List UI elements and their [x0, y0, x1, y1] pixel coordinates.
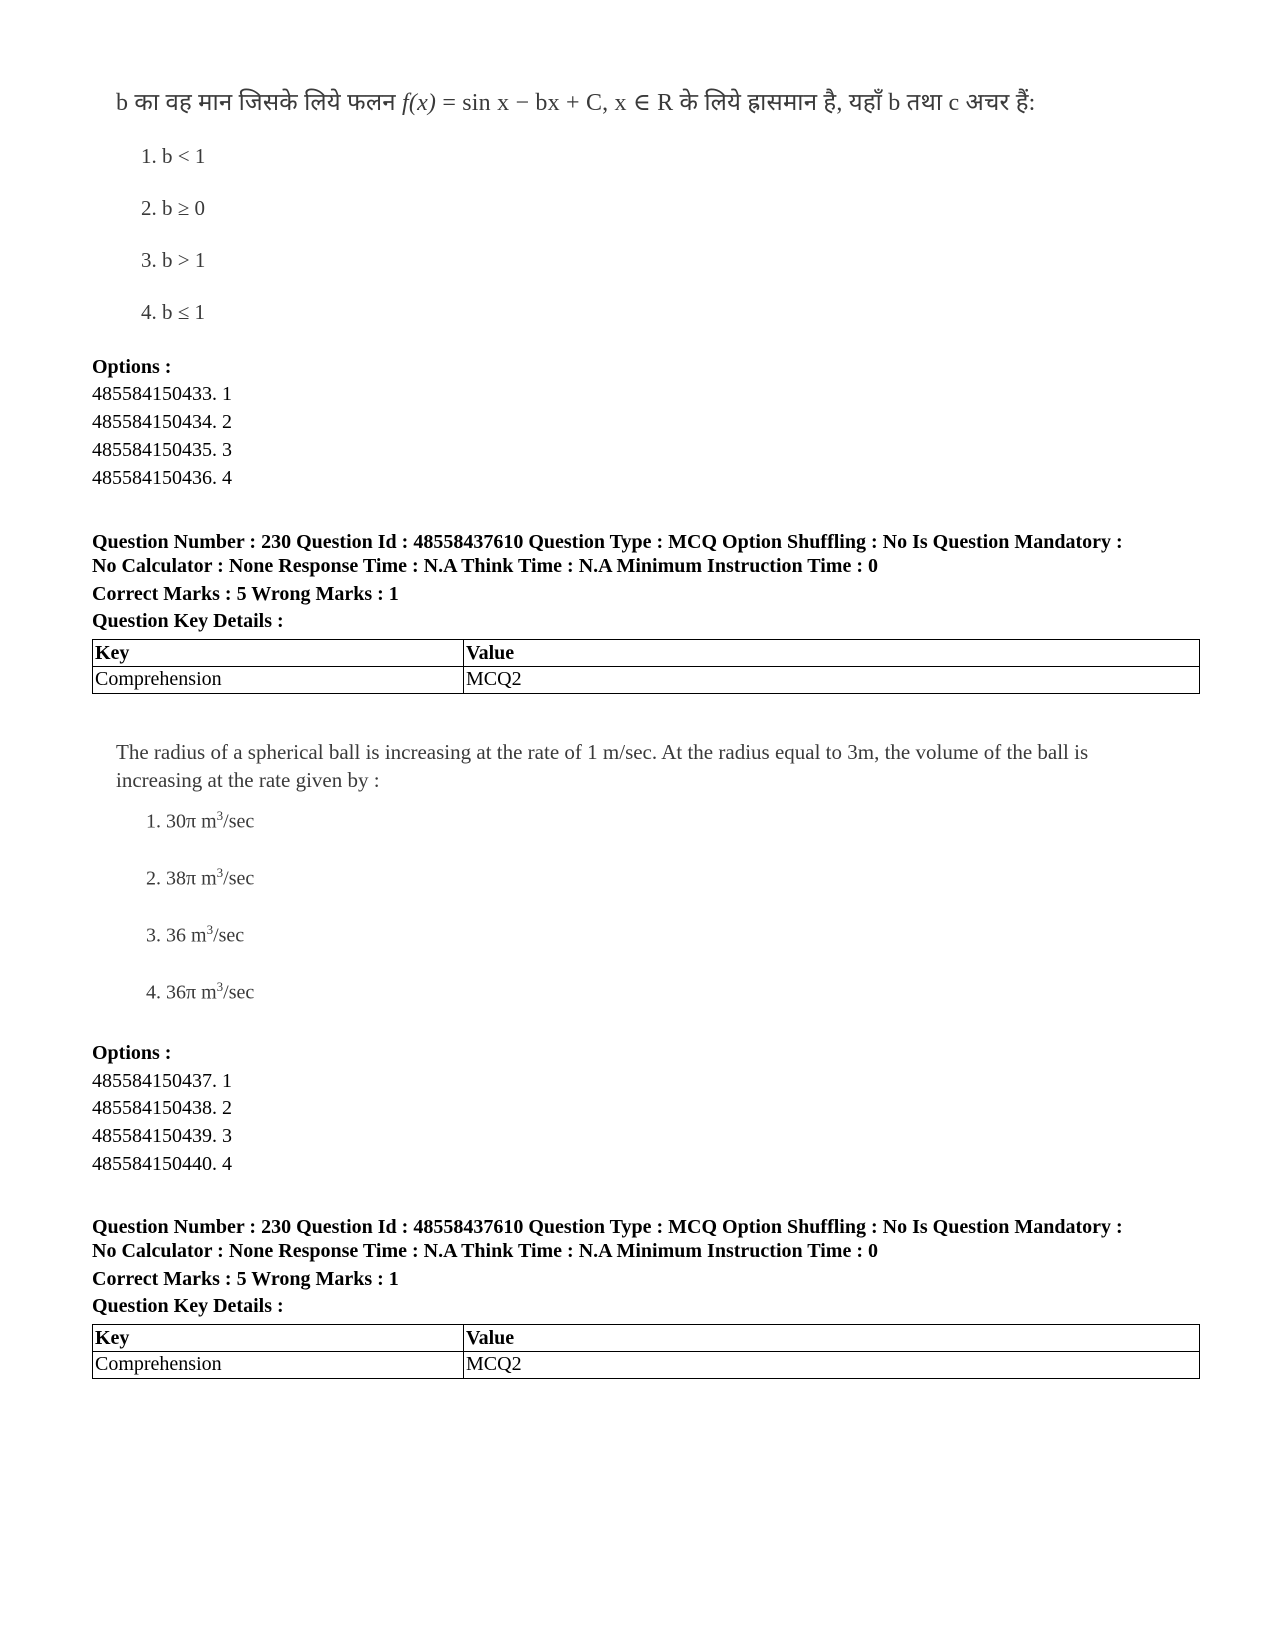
question-1-stem — [116, 85, 1036, 118]
table-header-key: Key — [93, 1325, 464, 1352]
table-cell-key: Comprehension — [93, 667, 464, 694]
choice-text: 4. 36π m — [146, 981, 217, 1004]
marks-line: Correct Marks : 5 Wrong Marks : 1 — [92, 1268, 399, 1290]
option-id-line: 485584150436. 4 — [92, 467, 232, 489]
question-1-stem-function: f(x) — [402, 90, 437, 116]
question-meta-line-1: Question Number : 230 Question Id : 48558437610 Question Type : MCQ Option Shuffling : No Is Question Mandatory : — [92, 1216, 1123, 1238]
question-meta-line-2: No Calculator : None Response Time : N.A Think Time : N.A Minimum Instruction Time : 0 — [92, 555, 878, 577]
question-meta — [92, 1215, 1202, 1263]
question-2-choice — [146, 922, 244, 948]
choice-exponent: 3 — [216, 865, 224, 880]
table-row — [93, 1352, 1200, 1379]
choice-unit: /sec — [223, 810, 255, 833]
table-header-row — [93, 640, 1200, 667]
option-id-line: 485584150439. 3 — [92, 1125, 232, 1147]
key-details-label: Question Key Details : — [92, 1295, 284, 1317]
table-header-row — [93, 1325, 1200, 1352]
table-header-value: Value — [464, 640, 1200, 667]
option-id-line: 485584150440. 4 — [92, 1153, 232, 1175]
table-header-key: Key — [93, 640, 464, 667]
option-id-line: 485584150438. 2 — [92, 1097, 232, 1119]
question-1-stem-expression: = sin x − bx + C, x ∈ R के लिये ह्रासमान है, यहाँ b तथा c अचर हैं: — [436, 90, 1036, 116]
options-label: Options : — [92, 1042, 172, 1064]
key-details-table — [92, 639, 1200, 694]
table-header-value: Value — [464, 1325, 1200, 1352]
choice-exponent: 3 — [216, 808, 224, 823]
option-id-line: 485584150435. 3 — [92, 439, 232, 461]
option-id-line: 485584150433. 1 — [92, 383, 232, 405]
question-2-stem: The radius of a spherical ball is increasing at the rate of 1 m/sec. At the radius equal to 3m, the volume of the ball is increasing at the rate given by : — [116, 740, 1089, 792]
table-cell-value: MCQ2 — [464, 667, 1200, 694]
choice-unit: /sec — [213, 924, 245, 947]
choice-exponent: 3 — [206, 922, 214, 937]
table-cell-value: MCQ2 — [464, 1352, 1200, 1379]
table-row — [93, 667, 1200, 694]
question-2-choice — [146, 808, 254, 834]
key-details-table — [92, 1324, 1200, 1379]
choice-unit: /sec — [223, 981, 255, 1004]
choice-text: 2. 38π m — [146, 867, 217, 890]
marks-line: Correct Marks : 5 Wrong Marks : 1 — [92, 583, 399, 605]
question-meta-line-1: Question Number : 230 Question Id : 48558437610 Question Type : MCQ Option Shuffling : No Is Question Mandatory : — [92, 531, 1123, 553]
question-1-choice: 4. b ≤ 1 — [141, 300, 206, 324]
question-1-choice: 1. b < 1 — [141, 144, 206, 168]
question-1-choice: 2. b ≥ 0 — [141, 196, 206, 220]
question-1-stem-prefix: b का वह मान जिसके लिये फलन — [116, 90, 403, 116]
option-id-line: 485584150437. 1 — [92, 1070, 232, 1092]
choice-exponent: 3 — [216, 979, 224, 994]
question-meta-line-2: No Calculator : None Response Time : N.A Think Time : N.A Minimum Instruction Time : 0 — [92, 1240, 878, 1262]
options-label: Options : — [92, 356, 172, 378]
choice-text: 1. 30π m — [146, 810, 217, 833]
choice-text: 3. 36 m — [146, 924, 207, 947]
table-cell-key: Comprehension — [93, 1352, 464, 1379]
question-2-choice — [146, 865, 254, 891]
question-meta — [92, 530, 1202, 578]
question-2-choice — [146, 979, 254, 1005]
key-details-label: Question Key Details : — [92, 610, 284, 632]
question-1-choice: 3. b > 1 — [141, 248, 206, 272]
choice-unit: /sec — [223, 867, 255, 890]
option-id-line: 485584150434. 2 — [92, 411, 232, 433]
